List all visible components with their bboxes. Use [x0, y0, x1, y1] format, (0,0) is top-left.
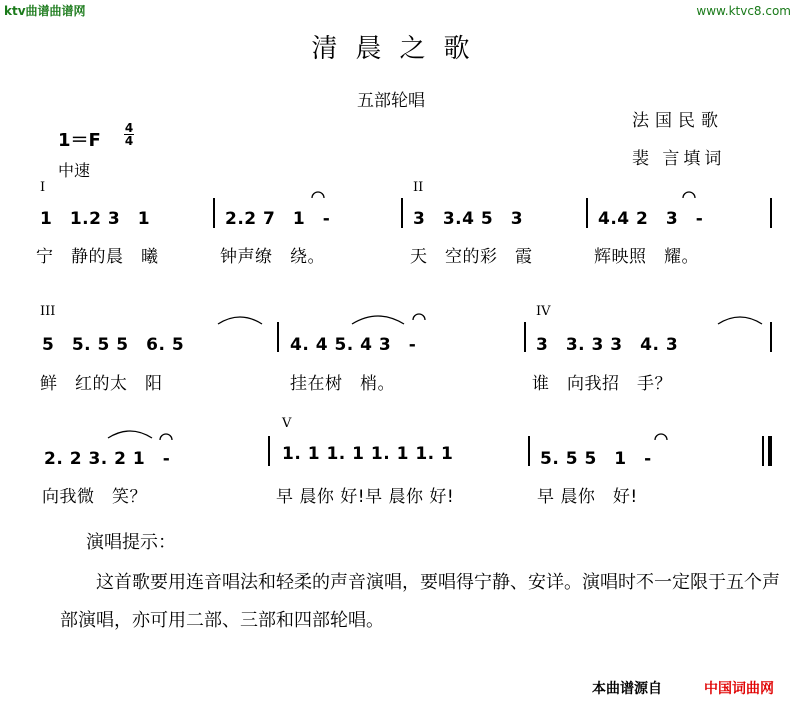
lyrics-s2-m2: 挂在树 梢。 — [290, 374, 395, 394]
fermata-icon — [312, 192, 324, 198]
notes-s1-m3: 3 3.4 5 3 — [413, 209, 524, 229]
slur-icon — [718, 317, 762, 324]
fermata-icon — [655, 434, 667, 440]
song-origin: 法国民歌 — [632, 111, 724, 131]
song-subtitle: 五部轮唱 — [357, 91, 425, 111]
tips-body: 这首歌要用连音唱法和轻柔的声音演唱，要唱得宁静、安详。演唱时不一定限于五个声部演唱，亦可用二部、三部和四部轮唱。 — [60, 572, 780, 631]
notes-s1-m4: 4.4 2 3 - — [598, 209, 704, 229]
lyrics-s2-m3: 谁 向我招 手？ — [532, 374, 672, 394]
fermata-icon — [413, 314, 425, 320]
footer-source-label: 本曲谱源自 — [592, 681, 662, 697]
slur-icon — [218, 317, 262, 324]
lyrics-s1-m3: 天 空的彩 霞 — [410, 247, 533, 267]
slur-icon — [108, 431, 152, 438]
notes-s2-m2: 4. 4 5. 4 3 - — [290, 335, 417, 355]
part-label-3: III — [40, 304, 56, 319]
key-signature: 1＝F — [58, 130, 101, 151]
watermark-right: www.ktvc8.com — [696, 4, 791, 18]
part-label-5: V — [282, 416, 292, 431]
watermark-left: ktv曲谱曲谱网 — [4, 4, 86, 18]
notes-s3-m3: 5. 5 5 1 - — [540, 449, 652, 469]
notes-s2-m1: 5 5. 5 5 6. 5 — [42, 335, 185, 355]
lyrics-s1-m4: 辉映照 耀。 — [594, 247, 699, 267]
part-label-1: I — [40, 180, 46, 195]
lyrics-s3-m1: 向我微 笑？ — [42, 487, 147, 507]
part-label-4: IV — [536, 304, 551, 319]
lyrics-s3-m3: 早 晨你 好! — [537, 487, 638, 507]
notes-s3-m1: 2. 2 3. 2 1 - — [44, 449, 171, 469]
time-signature-top: 4 — [124, 121, 134, 135]
notes-s1-m2: 2.2 7 1 - — [225, 209, 331, 229]
song-lyricist: 裴 言填词 — [632, 149, 726, 169]
time-signature-bottom: 4 — [124, 134, 134, 148]
fermata-icon — [160, 434, 172, 440]
slur-icon — [352, 316, 404, 324]
song-title: 清晨之歌 — [311, 34, 488, 64]
notes-s1-m1: 1 1.2 3 1 — [40, 209, 151, 229]
part-label-2: II — [413, 180, 424, 195]
notes-s2-m3: 3 3. 3 3 4. 3 — [536, 335, 679, 355]
tempo-marking: 中速 — [58, 161, 91, 180]
footer-site-link[interactable]: 中国词曲网 — [704, 681, 774, 697]
lyrics-s3-m2: 早 晨你 好!早 晨你 好! — [276, 487, 455, 507]
lyrics-s2-m1: 鲜 红的太 阳 — [40, 374, 163, 394]
lyrics-s1-m2: 钟声缭 绕。 — [220, 247, 325, 267]
lyrics-s1-m1: 宁 静的晨 曦 — [36, 247, 159, 267]
tips-heading: 演唱提示： — [86, 532, 176, 553]
notes-s3-m2: 1. 1 1. 1 1. 1 1. 1 — [282, 444, 454, 464]
fermata-icon — [683, 192, 695, 198]
